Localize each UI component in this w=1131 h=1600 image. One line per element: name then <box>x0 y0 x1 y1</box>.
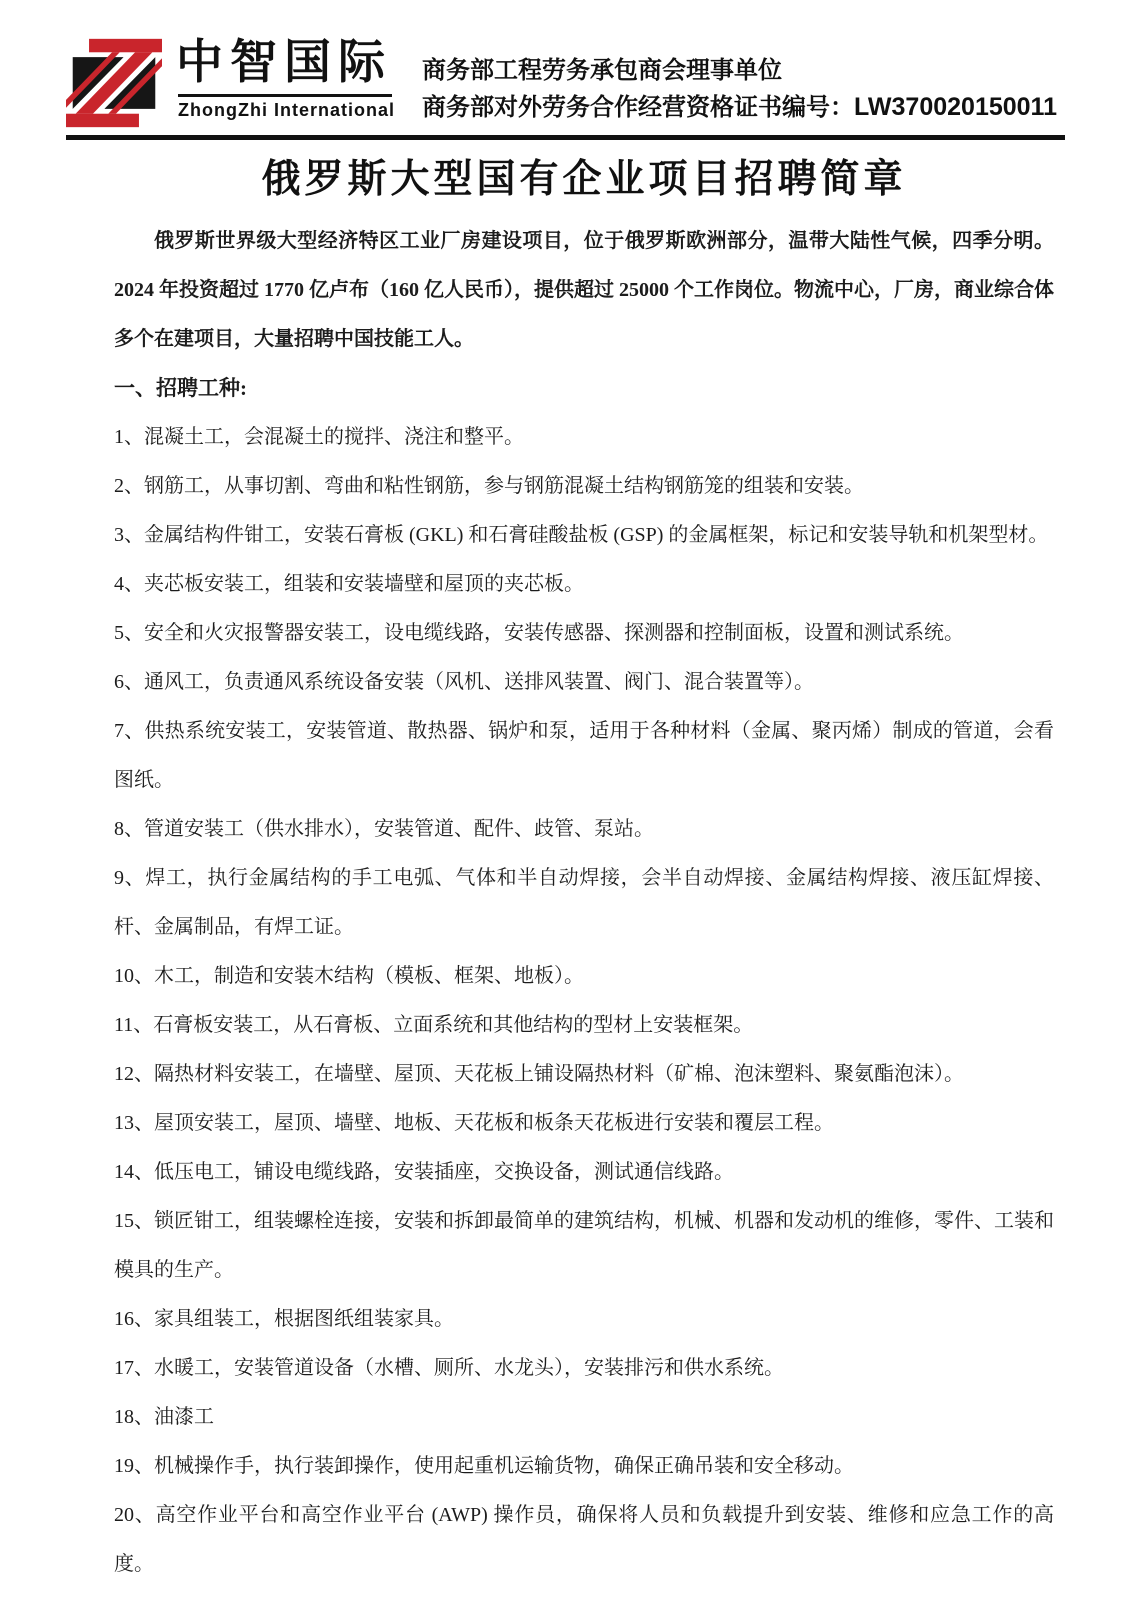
job-list-item: 6、通风工，负责通风系统设备安装（风机、送排风装置、阀门、混合装置等）。 <box>114 671 814 693</box>
job-list-item: 8、管道安装工（供水排水），安装管道、配件、歧管、泵站。 <box>114 818 654 840</box>
job-list-item: 1、混凝土工，会混凝土的搅拌、浇注和整平。 <box>114 426 524 448</box>
job-list-item: 19、机械操作手，执行装卸操作，使用起重机运输货物，确保正确吊装和安全移动。 <box>114 1455 854 1477</box>
letterhead-rule <box>66 135 1065 140</box>
page-title: 俄罗斯大型国有企业项目招聘简章 <box>261 158 907 201</box>
job-list-item: 10、木工，制造和安装木结构（模板、框架、地板）。 <box>114 965 584 987</box>
job-list-item: 16、家具组装工，根据图纸组装家具。 <box>114 1308 454 1330</box>
job-list-item: 2、钢筋工，从事切割、弯曲和粘性钢筋，参与钢筋混凝土结构钢筋笼的组装和安装。 <box>114 475 864 497</box>
credential-license-number: LW370020150011 <box>854 93 1057 121</box>
job-list-item: 15、锁匠钳工，组装螺栓连接，安装和拆卸最简单的建筑结构，机械、机器和发动机的维修，零件、工装和模具的生产。 <box>114 1210 1054 1281</box>
job-list-item: 17、水暖工，安装管道设备（水槽、厕所、水龙头），安装排污和供水系统。 <box>114 1357 784 1379</box>
job-list-item: 4、夹芯板安装工，组装和安装墙壁和屋顶的夹芯板。 <box>114 573 584 595</box>
section-heading-job-types: 一、招聘工种: <box>114 376 247 400</box>
document-body <box>66 153 1065 1589</box>
credential-line-1: 商务部工程劳务承包商会理事单位 <box>422 58 783 84</box>
job-list-item: 11、石膏板安装工，从石膏板、立面系统和其他结构的型材上安装框架。 <box>114 1014 754 1036</box>
job-list-item: 20、高空作业平台和高空作业平台 (AWP) 操作员，确保将人员和负载提升到安装、维修和应急工作的高度。 <box>114 1504 1054 1575</box>
job-list-item: 13、屋顶安装工，屋顶、墙壁、地板、天花板和板条天花板进行安装和覆层工程。 <box>114 1112 834 1134</box>
company-name-en: ZhongZhi International <box>178 100 395 120</box>
company-logotype <box>176 34 395 121</box>
job-list-item: 5、安全和火灾报警器安装工，设电缆线路，安装传感器、探测器和控制面板，设置和测试系统。 <box>114 622 964 644</box>
company-name-cn: 中智国际 <box>176 35 392 88</box>
logotype-divider <box>178 94 392 97</box>
credential-line-2 <box>422 89 1057 126</box>
job-list-item: 14、低压电工，铺设电缆线路，安装插座，交换设备，测试通信线路。 <box>114 1161 734 1183</box>
job-list-item: 3、金属结构件钳工，安装石膏板 (GKL) 和石膏硅酸盐板 (GSP) 的金属框架，标记和安装导轨和机架型材。 <box>114 524 1049 546</box>
job-list-item: 12、隔热材料安装工，在墙壁、屋顶、天花板上铺设隔热材料（矿棉、泡沫塑料、聚氨酯泡沫）。 <box>114 1063 964 1085</box>
job-list-item: 7、供热系统安装工，安装管道、散热器、锅炉和泵，适用于各种材料（金属、聚丙烯）制成的管道，会看图纸。 <box>114 720 1054 791</box>
letterhead <box>66 34 1065 128</box>
job-list <box>114 413 1054 1589</box>
zhongzhi-z-emblem-icon <box>66 38 162 128</box>
job-list-item: 9、焊工，执行金属结构的手工电弧、气体和半自动焊接，会半自动焊接、金属结构焊接、液压缸焊接、杆、金属制品，有焊工证。 <box>114 867 1054 938</box>
company-brand <box>66 34 395 128</box>
intro-paragraph: 俄罗斯世界级大型经济特区工业厂房建设项目，位于俄罗斯欧洲部分，温带大陆性气候，四季分明。2024 年投资超过 1770 亿卢布（160 亿人民币），提供超过 25000 个工作岗位。物流中心，厂房，商业综合体多个在建项目，大量招聘中国技能工人。 <box>114 230 1054 350</box>
credential-line-2-label: 商务部对外劳务合作经营资格证书编号： <box>422 95 855 121</box>
job-list-item: 18、油漆工 <box>114 1406 214 1428</box>
credentials-block <box>422 53 1065 126</box>
